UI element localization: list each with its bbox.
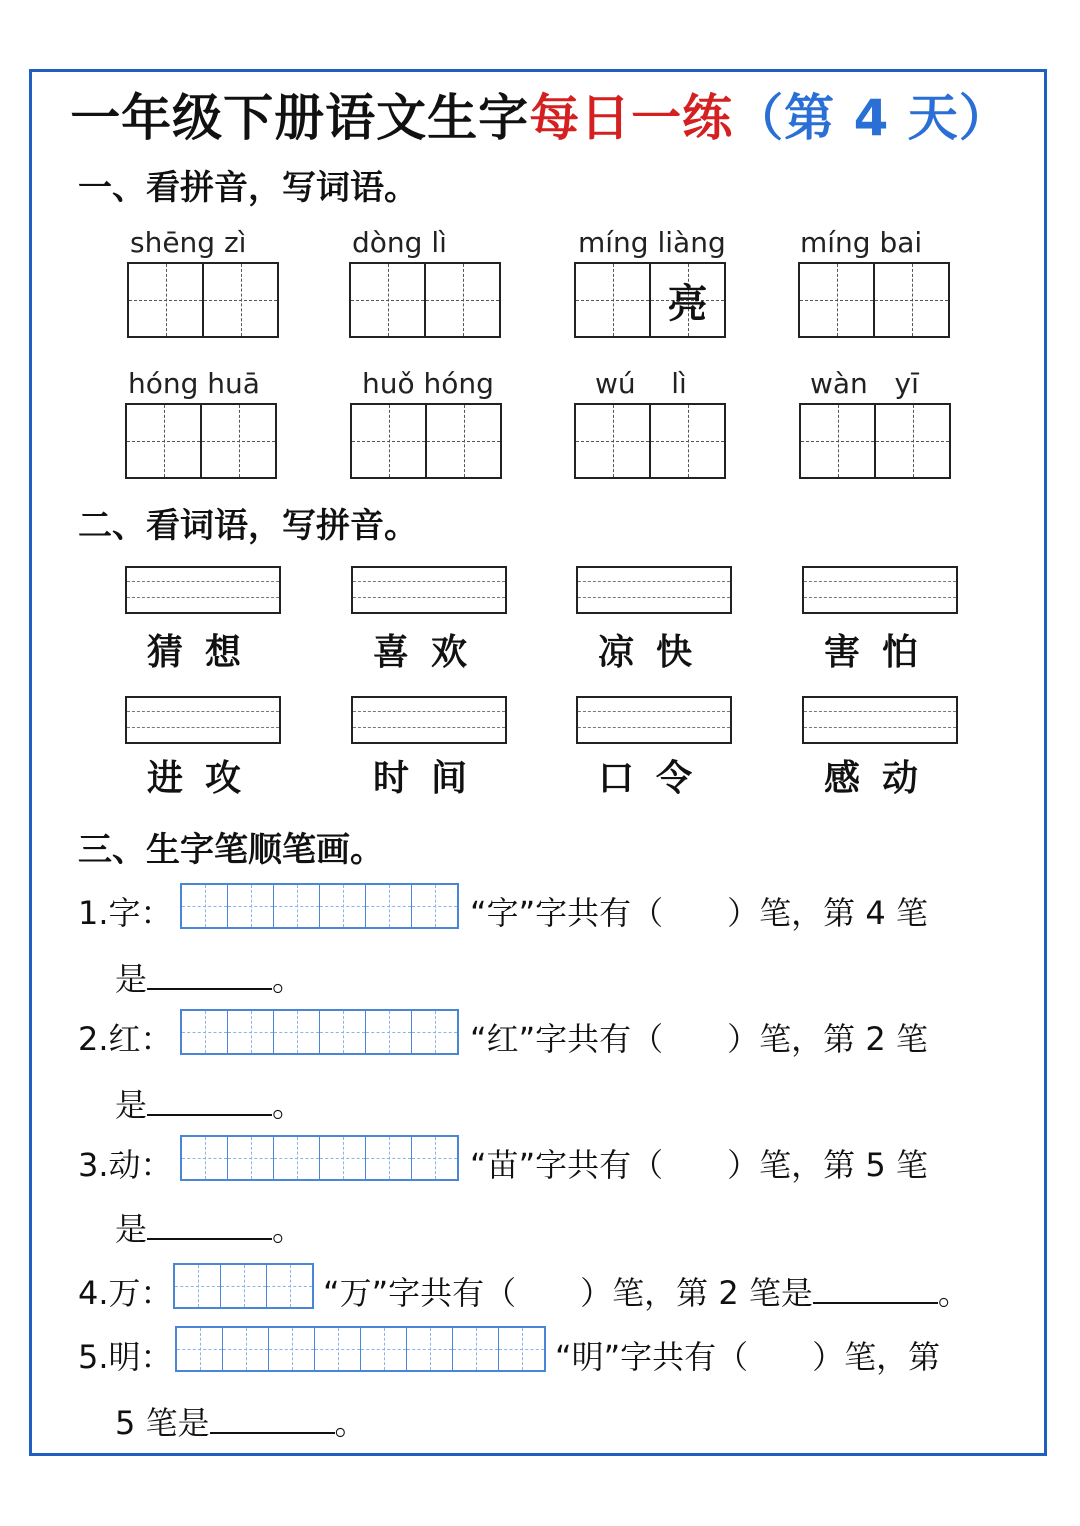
answer-blank[interactable] (813, 1278, 938, 1304)
tianzi-grid[interactable] (574, 262, 726, 338)
answer-blank[interactable] (147, 1090, 272, 1116)
grid-cell[interactable] (427, 405, 500, 477)
pinyin-writing-lines[interactable] (576, 696, 732, 744)
tianzi-grid[interactable] (798, 262, 950, 338)
word-label: 感动 (823, 757, 940, 799)
stroke-order-grid[interactable] (180, 1009, 459, 1055)
pinyin-writing-lines[interactable] (576, 566, 732, 614)
stroke-cell[interactable] (177, 1328, 223, 1370)
word-label: 进攻 (146, 757, 263, 799)
grid-cell[interactable] (875, 264, 948, 336)
pinyin-writing-lines[interactable] (125, 696, 281, 744)
answer-blank[interactable] (210, 1408, 335, 1434)
stroke-cell[interactable] (269, 1328, 315, 1370)
stroke-cell[interactable] (182, 885, 228, 927)
stroke-cell[interactable] (274, 1011, 320, 1053)
pinyin-writing-lines[interactable] (802, 566, 958, 614)
section3-heading: 三、生字笔顺笔画。 (78, 830, 384, 870)
tianzi-grid[interactable] (127, 262, 279, 338)
stroke-cell[interactable] (320, 1011, 366, 1053)
pinyin-label: huǒ hóng (362, 367, 494, 400)
stroke-item-label: 3.动： (78, 1146, 173, 1184)
pinyin-label: wú lì (595, 367, 687, 400)
grid-cell[interactable] (351, 264, 426, 336)
stroke-item-label: 4.万： (78, 1274, 173, 1312)
stroke-item-label: 5.明： (78, 1338, 173, 1376)
word-label: 时间 (372, 757, 489, 799)
stroke-cell[interactable] (366, 1011, 412, 1053)
stroke-cell[interactable] (267, 1265, 312, 1307)
stroke-cell[interactable] (274, 1137, 320, 1179)
stroke-question: “明”字共有（ ）笔，第 (555, 1338, 941, 1376)
pinyin-label: wàn yī (810, 367, 919, 400)
grid-cell[interactable] (127, 405, 202, 477)
grid-cell[interactable] (876, 405, 949, 477)
stroke-cell[interactable] (182, 1137, 228, 1179)
stroke-cell[interactable] (228, 1137, 274, 1179)
stroke-order-grid[interactable] (180, 883, 459, 929)
stroke-item-label: 1.字： (78, 894, 173, 932)
section1-heading: 一、看拼音，写词语。 (78, 168, 418, 208)
pinyin-label: míng liàng (578, 226, 726, 259)
stroke-cell[interactable] (228, 885, 274, 927)
grid-cell[interactable] (202, 405, 275, 477)
word-label: 猜想 (146, 631, 263, 673)
answer-blank[interactable] (147, 1214, 272, 1240)
stroke-cell[interactable] (274, 885, 320, 927)
stroke-question: “字”字共有（ ）笔，第 4 笔 (470, 894, 928, 932)
pinyin-writing-lines[interactable] (351, 566, 507, 614)
grid-cell[interactable] (576, 405, 651, 477)
stroke-cell[interactable] (412, 1137, 457, 1179)
stroke-cell[interactable] (320, 1137, 366, 1179)
title-highlight: 每日一练 (529, 89, 734, 147)
stroke-cell[interactable] (499, 1328, 544, 1370)
stroke-cell[interactable] (361, 1328, 407, 1370)
tianzi-grid[interactable] (799, 403, 951, 479)
word-label: 口令 (597, 757, 714, 799)
grid-cell[interactable] (204, 264, 277, 336)
pinyin-writing-lines[interactable] (351, 696, 507, 744)
stroke-answer-line: “万”字共有（ ）笔，第 2 笔是 。 (323, 1274, 970, 1312)
stroke-cell[interactable] (175, 1265, 221, 1307)
grid-cell[interactable] (426, 264, 499, 336)
grid-cell[interactable] (352, 405, 427, 477)
pinyin-label: shēng zì (130, 226, 247, 259)
stroke-cell[interactable] (315, 1328, 361, 1370)
stroke-cell[interactable] (407, 1328, 453, 1370)
stroke-cell[interactable] (320, 885, 366, 927)
stroke-order-grid[interactable] (175, 1326, 546, 1372)
stroke-cell[interactable] (228, 1011, 274, 1053)
word-label: 凉快 (597, 631, 714, 673)
stroke-cell[interactable] (412, 885, 457, 927)
stroke-answer-line: 5 笔是 。 (115, 1404, 367, 1442)
grid-cell[interactable] (129, 264, 204, 336)
tianzi-grid[interactable] (125, 403, 277, 479)
stroke-cell[interactable] (223, 1328, 269, 1370)
pinyin-writing-lines[interactable] (802, 696, 958, 744)
grid-cell[interactable] (801, 405, 876, 477)
stroke-cell[interactable] (221, 1265, 267, 1307)
grid-cell[interactable] (576, 264, 651, 336)
pinyin-writing-lines[interactable] (125, 566, 281, 614)
pinyin-label: hóng huā (128, 367, 260, 400)
stroke-item-label: 2.红： (78, 1020, 173, 1058)
pinyin-label: míng bai (800, 226, 923, 259)
stroke-cell[interactable] (366, 885, 412, 927)
stroke-cell[interactable] (182, 1011, 228, 1053)
title-day: （第 4 天） (733, 89, 1010, 147)
tianzi-grid[interactable] (350, 403, 502, 479)
stroke-question: “红”字共有（ ）笔，第 2 笔 (470, 1020, 928, 1058)
stroke-order-grid[interactable] (173, 1263, 314, 1309)
stroke-cell[interactable] (366, 1137, 412, 1179)
title-main: 一年级下册语文生字 (70, 89, 530, 147)
stroke-question: “苗”字共有（ ）笔，第 5 笔 (470, 1146, 928, 1184)
grid-cell[interactable] (800, 264, 875, 336)
pinyin-label: dòng lì (352, 226, 447, 259)
word-label: 害怕 (823, 631, 940, 673)
stroke-order-grid[interactable] (180, 1135, 459, 1181)
stroke-answer-line: 是 。 (115, 1210, 305, 1248)
stroke-answer-line: 是 。 (115, 1086, 305, 1124)
grid-cell[interactable] (651, 264, 724, 336)
word-label: 喜欢 (372, 631, 489, 673)
stroke-cell[interactable] (412, 1011, 457, 1053)
tianzi-grid[interactable] (574, 403, 726, 479)
grid-cell[interactable] (651, 405, 724, 477)
section2-heading: 二、看词语，写拼音。 (78, 506, 418, 546)
stroke-cell[interactable] (453, 1328, 499, 1370)
stroke-answer-line: 是 。 (115, 960, 305, 998)
tianzi-grid[interactable] (349, 262, 501, 338)
stroke-question: “万”字共有（ ）笔，第 2 笔是 (323, 1274, 813, 1312)
answer-blank[interactable] (147, 964, 272, 990)
filled-char: 亮 (667, 279, 708, 327)
page-title (0, 78, 1080, 150)
